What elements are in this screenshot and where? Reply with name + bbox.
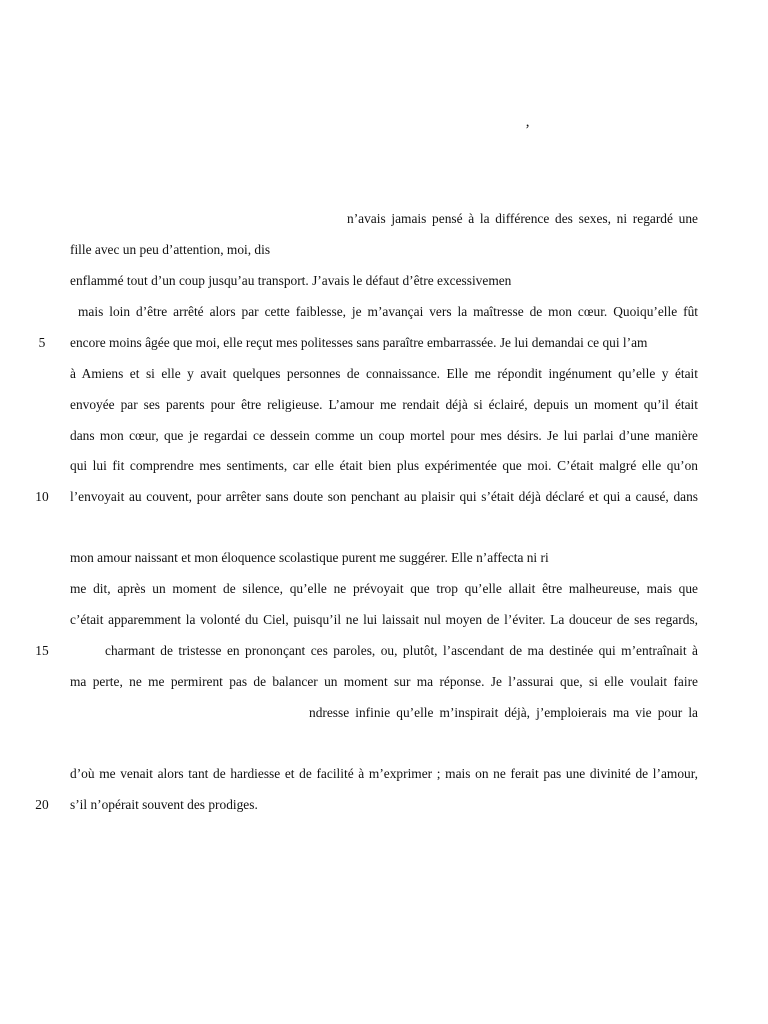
text-line: l’envoyait au couvent, pour arrêter sans doute son penchant au plaisir qui s’était déjà déclaré et qui a causé, dans: [70, 489, 698, 504]
text-line: n’avais jamais pensé à la différence des sexes, ni regardé une: [347, 211, 698, 226]
line-number: 15: [35, 643, 49, 658]
text-line: envoyée par ses parents pour être religieuse. L’amour me rendait déjà si éclairé, depuis un moment qu’il était: [70, 397, 698, 412]
text-line: ndresse infinie qu’elle m’inspirait déjà, j’emploierais ma vie pour la: [309, 705, 698, 720]
line-number: 20: [35, 797, 49, 812]
text-line: qui lui fit comprendre mes sentiments, car elle était bien plus expérimentée que moi. C’était malgré elle qu’on: [70, 458, 698, 473]
text-line: ma perte, ne me permirent pas de balancer un moment sur ma réponse. Je l’assurai que, si elle voulait faire: [70, 674, 698, 689]
text-line: d’où me venait alors tant de hardiesse et de facilité à m’exprimer ; mais on ne ferait pas une divinité de l’amour,: [70, 766, 698, 781]
text-line: enflammé tout d’un coup jusqu’au transport. J’avais le défaut d’être excessivemen: [70, 273, 512, 288]
text-line: c’était apparemment la volonté du Ciel, puisqu’il ne lui laissait nul moyen de l’éviter. La douceur de ses regards,: [70, 612, 698, 627]
text-line: mais loin d’être arrêté alors par cette faiblesse, je m’avançai vers la maîtresse de mon cœur. Quoiqu’elle fût: [78, 304, 698, 319]
text-line: dans mon cœur, que je regardai ce dessein comme un coup mortel pour mes désirs. Je lui parlai d’une manière: [70, 428, 698, 443]
stray-apostrophe: ’: [525, 122, 530, 138]
text-line: mon amour naissant et mon éloquence scolastique purent me suggérer. Elle n’affecta ni ri: [70, 550, 549, 565]
text-line: s’il n’opérait souvent des prodiges.: [70, 797, 258, 812]
text-line: charmant de tristesse en prononçant ces paroles, ou, plutôt, l’ascendant de ma destinée qui m’entraînait à: [105, 643, 698, 658]
line-number: 5: [38, 335, 46, 350]
text-line: fille avec un peu d’attention, moi, dis: [70, 242, 271, 257]
text-line: encore moins âgée que moi, elle reçut mes politesses sans paraître embarrassée. Je lui demandai ce qui l’am: [70, 335, 648, 350]
line-number: 10: [35, 489, 49, 504]
text-line: me dit, après un moment de silence, qu’elle ne prévoyait que trop qu’elle allait être malheureuse, mais que: [70, 581, 698, 596]
text-line: à Amiens et si elle y avait quelques personnes de connaissance. Elle me répondit ingénument qu’elle y était: [70, 366, 698, 381]
